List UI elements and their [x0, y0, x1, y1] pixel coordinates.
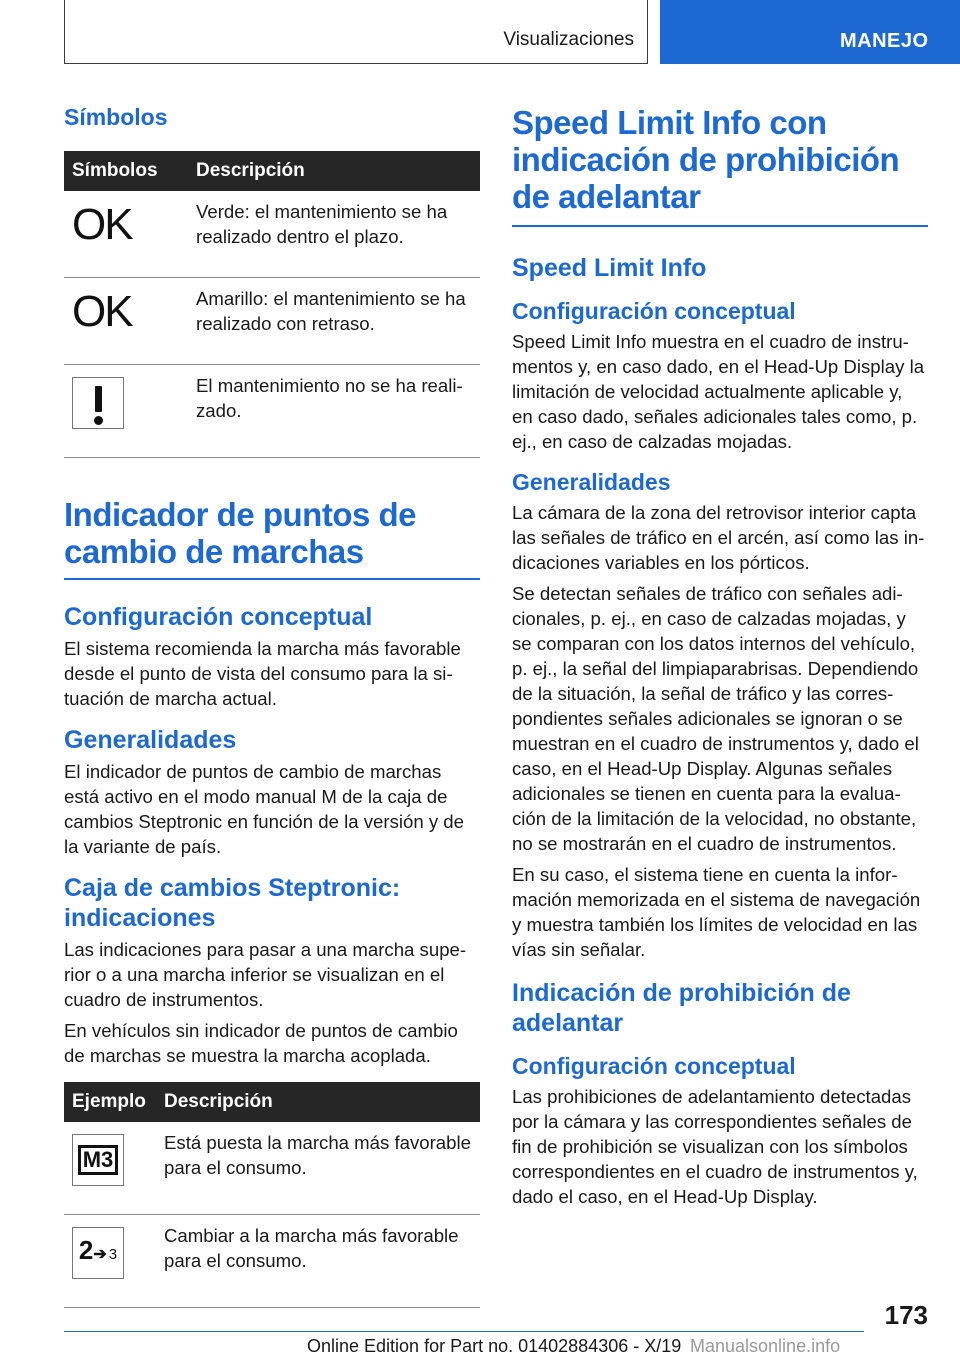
no-overtaking-concept-text: Las prohibiciones de adelantamiento detectadas por la cámara y las correspondientes señales de fin de prohibición se visualizan con los símbolos correspondientes en el cuadro de instrumentos y, dado el caso, en el Head-Up Display. — [512, 1085, 918, 1207]
table-cell-description: Está puesta la marcha más favorable para el consumo. — [156, 1122, 480, 1215]
gear-concept-text: El sistema recomienda la marcha más favorable desde el punto de vista del consumo para la si‐tuación de marcha actual. — [64, 637, 461, 709]
gear-general-heading: Generalidades — [64, 725, 237, 754]
gear-concept-heading: Configuración conceptual — [64, 602, 373, 631]
table-row — [64, 365, 480, 458]
gear-m3-label: M3 — [78, 1145, 119, 1175]
header-chapter-label: MANEJO — [840, 30, 929, 52]
example-table-header-description: Descripción — [156, 1082, 480, 1122]
example-table-header-example: Ejemplo — [64, 1082, 156, 1122]
steptronic-heading: Caja de cambios Steptronic: indicaciones — [64, 873, 401, 932]
ok-green-icon: OK — [72, 200, 132, 249]
example-table — [64, 1082, 480, 1308]
sli-general-text-2: Se detectan señales de tráfico con señales adi‐cionales, p. ej., en caso de calzadas mojadas, y se comparan con los datos internos del vehículo, p. ej., la señal del limpiaparabrisas. Dependiendo de la situación, la señal de tráfico y las corres‐pondientes señales adicionales se ignoran o se muestran en el cuadro de instrumentos y, dado el caso, en el Head-Up Display. Algunas señales adicionales se tienen en cuenta para la evalua‐ción de la limitación de la velocidad, no obstante, no se mostrarán en el cuadro de instrumentos. — [512, 582, 919, 854]
symbols-table-header-symbol: Símbolos — [64, 151, 188, 191]
table-cell-description: Verde: el mantenimiento se ha realizado dentro el plazo. — [188, 191, 480, 278]
header-section-title: Visualizaciones — [503, 29, 634, 50]
ok-yellow-icon: OK — [72, 287, 132, 336]
table-row — [64, 191, 480, 278]
header-chapter-tab — [660, 0, 960, 64]
sli-concept-text: Speed Limit Info muestra en el cuadro de instru‐mentos y, en caso dado, en el Head-Up Display la limitación de velocidad actualmente aplicable y, en caso dado, señales adicionales tales como, p. ej., en caso de calzadas mojadas. — [512, 330, 925, 452]
sli-heading: Speed Limit Info — [512, 253, 707, 282]
table-row — [64, 1214, 480, 1307]
gear-shift-current: 2 — [78, 1235, 94, 1265]
footer-rule — [64, 1331, 864, 1332]
sli-general-text-1: La cámara de la zona del retrovisor interior capta las señales de tráfico en el arcén, así como las in‐dicaciones variables en los pórticos. — [512, 501, 925, 573]
exclamation-icon — [72, 377, 124, 429]
sli-concept-heading: Configuración conceptual — [512, 297, 796, 324]
symbols-table — [64, 151, 480, 458]
title-rule — [64, 578, 480, 580]
gear-indicator-title: Indicador de puntos de cambio de marchas — [64, 496, 417, 570]
table-cell-description: Cambiar a la marcha más favorable para el consumo. — [156, 1214, 480, 1307]
gear-shift-target: 3 — [108, 1246, 118, 1263]
symbols-table-header-description: Descripción — [188, 151, 480, 191]
no-overtaking-concept-heading: Configuración conceptual — [512, 1052, 796, 1079]
gear-m3-icon — [72, 1134, 124, 1186]
table-row — [64, 278, 480, 365]
footer-edition: Online Edition for Part no. 01402884306 - X/19 — [307, 1336, 682, 1356]
steptronic-text-2: En vehículos sin indicador de puntos de cambio de marchas se muestra la marcha acoplada. — [64, 1019, 458, 1066]
speed-limit-title: Speed Limit Info con indicación de prohibición de adelantar — [512, 104, 900, 215]
table-cell-description: Amarillo: el mantenimiento se ha realizado con retraso. — [188, 278, 480, 365]
left-column — [64, 100, 480, 1308]
symbols-heading: Símbolos — [64, 104, 168, 130]
sli-general-heading: Generalidades — [512, 468, 671, 495]
title-rule — [512, 225, 928, 227]
sli-general-text-3: En su caso, el sistema tiene en cuenta la infor‐mación memorizada en el sistema de navegación y muestra también los límites de velocidad en las vías sin señalar. — [512, 863, 921, 960]
steptronic-text-1: Las indicaciones para pasar a una marcha supe‐rior o a una marcha inferior se visualizan en el cuadro de instrumentos. — [64, 938, 467, 1010]
no-overtaking-heading: Indicación de prohibición de adelantar — [512, 978, 851, 1037]
gear-shift-icon: 2➔ 3 — [72, 1227, 124, 1279]
right-column — [512, 100, 928, 1209]
table-cell-description: El mantenimiento no se ha reali‐zado. — [188, 365, 480, 458]
gear-general-text: El indicador de puntos de cambio de marchas está activo en el modo manual M de la caja de cambios Steptronic en función de la versión y de la variante de país. — [64, 760, 464, 857]
page-number: 173 — [884, 1300, 928, 1330]
table-row — [64, 1122, 480, 1215]
footer-watermark: Manualsonline.info — [690, 1336, 841, 1356]
